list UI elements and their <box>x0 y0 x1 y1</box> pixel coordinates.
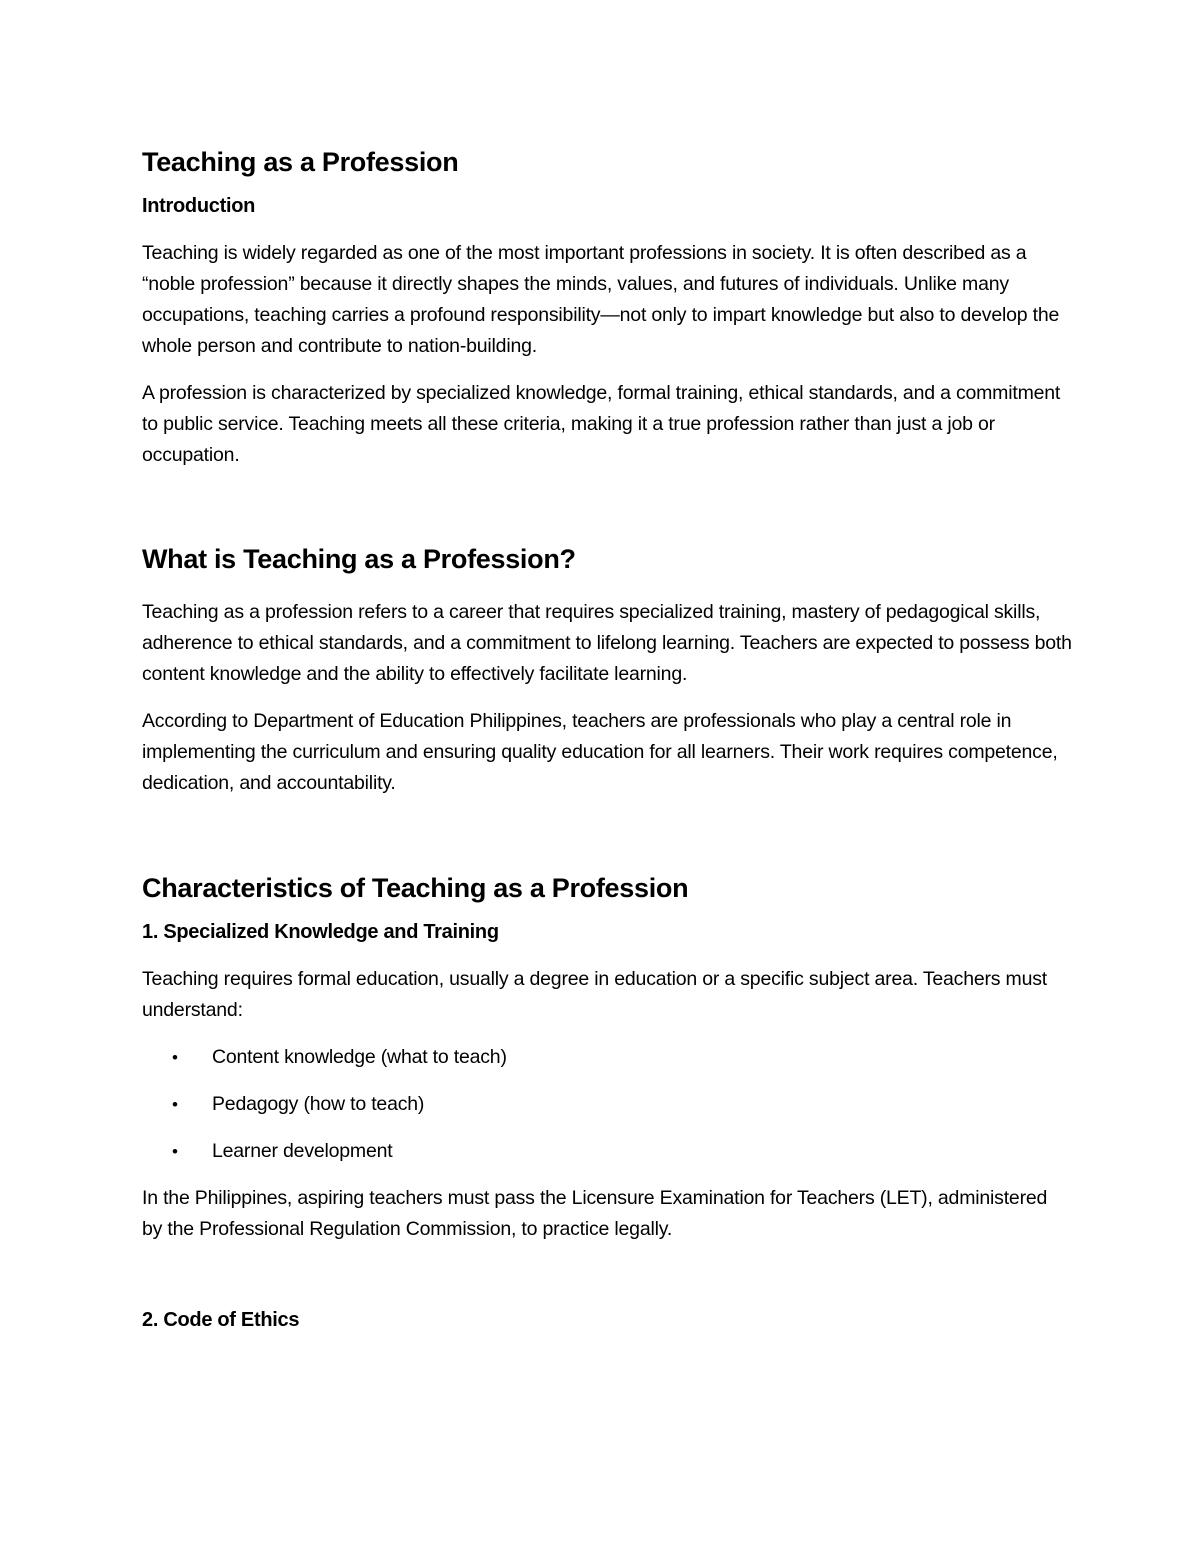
document-page <box>142 140 1072 1335</box>
list-item-text: Pedagogy (how to teach) <box>212 1093 425 1115</box>
characteristic-1-closing-paragraph: In the Philippines, aspiring teachers must pass the Licensure Examination for Teachers (LET), administered by the Professional Regulation Commission, to practice legally. <box>142 1187 1048 1240</box>
list-item <box>142 1136 1072 1167</box>
bullet-marker: • <box>172 1048 178 1067</box>
what-is-paragraph-2: According to Department of Education Philippines, teachers are professionals who play a central role in implementing the curriculum and ensuring quality education for all learners. Their work requires competence, dedication, and accountability. <box>142 710 1058 794</box>
characteristic-1-heading: 1. Specialized Knowledge and Training <box>142 921 499 943</box>
characteristic-1-bullet-list <box>142 1042 1072 1167</box>
bullet-marker: • <box>172 1095 178 1114</box>
characteristics-heading: Characteristics of Teaching as a Profession <box>142 873 689 903</box>
list-item-text: Content knowledge (what to teach) <box>212 1046 507 1068</box>
intro-paragraph-1: Teaching is widely regarded as one of the most important professions in society. It is often described as a “noble profession” because it directly shapes the minds, values, and futures of individuals. Unlike many occupations, teaching carries a profound responsibility—not only to impart knowledge but also to develop the whole person and contribute to nation-building. <box>142 242 1060 357</box>
intro-heading: Introduction <box>142 195 256 217</box>
what-is-paragraph-1: Teaching as a profession refers to a career that requires specialized training, mastery of pedagogical skills, adherence to ethical standards, and a commitment to lifelong learning. Teachers are expected to possess both content knowledge and the ability to effectively facilitate learning. <box>142 601 1072 685</box>
intro-paragraph-2: A profession is characterized by specialized knowledge, formal training, ethical standards, and a commitment to public service. Teaching meets all these criteria, making it a true profession rather than just a job or occupation. <box>142 382 1061 466</box>
what-is-heading: What is Teaching as a Profession? <box>142 544 576 574</box>
bullet-marker: • <box>172 1142 178 1161</box>
characteristic-2-heading: 2. Code of Ethics <box>142 1309 300 1331</box>
list-item <box>142 1042 1072 1073</box>
document-title: Teaching as a Profession <box>142 147 459 177</box>
list-item <box>142 1089 1072 1120</box>
list-item-text: Learner development <box>212 1140 393 1162</box>
characteristic-1-paragraph: Teaching requires formal education, usually a degree in education or a specific subject area. Teachers must understand: <box>142 968 1048 1021</box>
